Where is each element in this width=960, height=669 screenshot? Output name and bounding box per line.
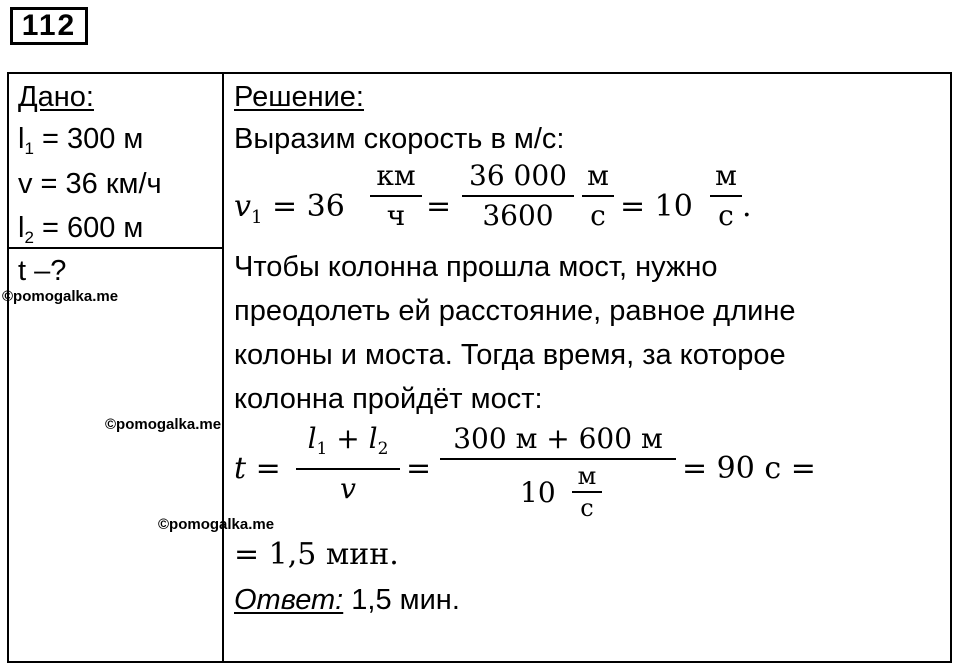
solution-para-line3: колоны и моста. Тогда время, за которое: [234, 339, 786, 371]
problem-number: 112: [10, 7, 88, 45]
eq1-fraction-m-s: м с: [582, 160, 614, 232]
eq2-result: = 90 с =: [682, 451, 816, 486]
find-t: t –?: [18, 255, 67, 287]
given-l1: $l_1 = 300$ м: [18, 123, 144, 158]
solution-heading: Решение:: [234, 81, 364, 113]
watermark: ©pomogalka.me: [105, 416, 222, 433]
column-divider: [222, 72, 224, 663]
eq1-lhs: $v_1 = 36$: [234, 189, 345, 228]
answer-value: 1,5 мин.: [343, 584, 460, 616]
eq1-fraction-m-s-result: м с: [710, 160, 742, 232]
eq1-period: .: [742, 189, 752, 224]
answer-label: Ответ:: [234, 584, 344, 616]
eq2-fraction-distance-over-speed: 300 м + 600 м 10 м с: [440, 423, 676, 523]
watermark: ©pomogalka.me: [158, 516, 275, 533]
given-heading: Дано:: [18, 81, 94, 113]
solution-para-line2: преодолеть ей расстояние, равное длине: [234, 295, 796, 327]
eq1-equals-a: =: [426, 189, 452, 224]
eq2-fraction-l-sum-over-v: $l_1 + l_2$ v: [296, 423, 400, 505]
eq1-fraction-km-h: км ч: [370, 160, 422, 232]
eq1-equals-b: = 10: [620, 189, 693, 224]
eq2-lhs: t =: [234, 451, 281, 486]
given-v: v = 36 км/ч: [18, 168, 162, 200]
solution-para-line4: колонна пройдёт мост:: [234, 383, 543, 415]
given-l2: $l_2 = 600$ м: [18, 212, 144, 247]
eq1-fraction-36000-3600: 36 000 3600: [462, 160, 574, 232]
answer-line: [234, 583, 460, 617]
solution-line1: Выразим скорость в м/с:: [234, 123, 565, 155]
watermark: ©pomogalka.me: [2, 288, 119, 305]
solution-para-line1: Чтобы колонна прошла мост, нужно: [234, 251, 718, 283]
eq2-equals-a: =: [406, 451, 432, 486]
eq3-minutes: = 1,5 мин.: [234, 537, 399, 572]
